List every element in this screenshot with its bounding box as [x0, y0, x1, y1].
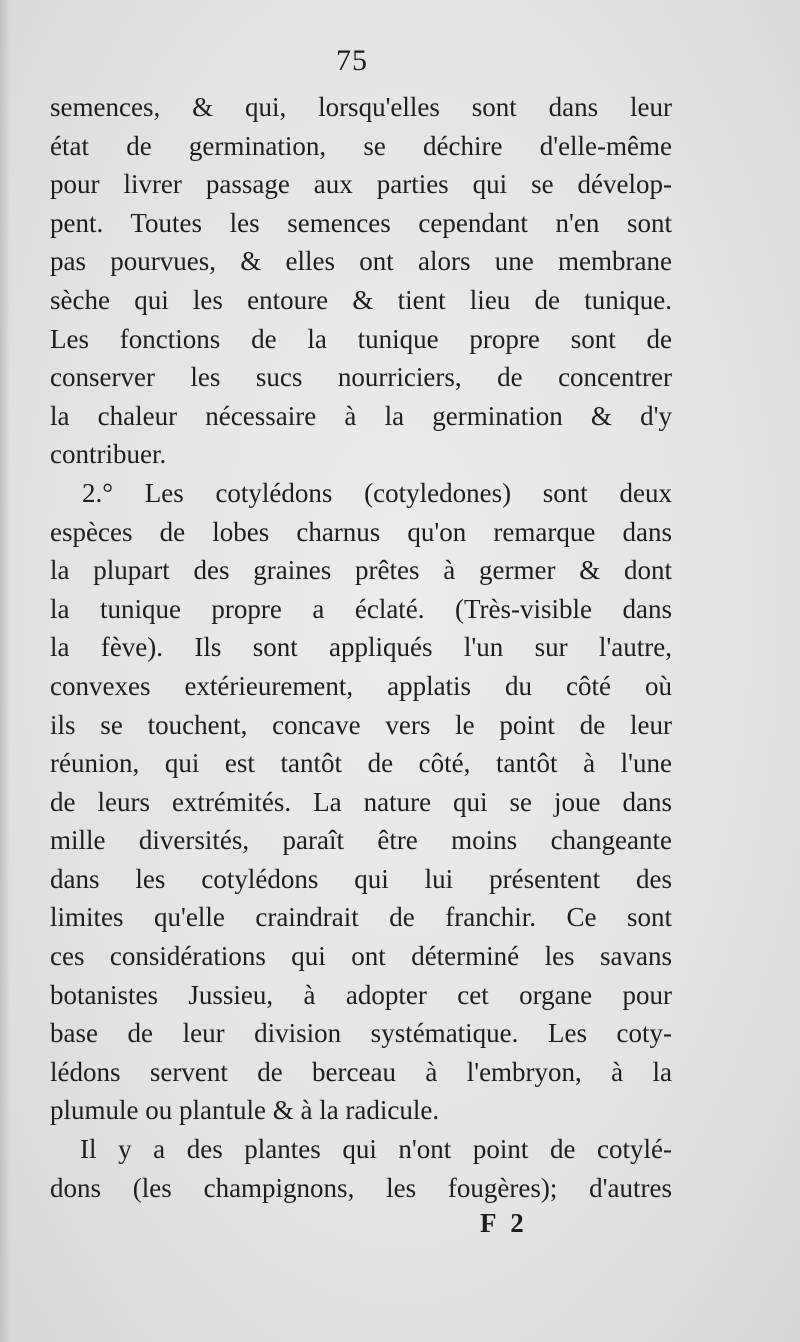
text-line: réunion, qui est tantôt de côté, tantôt à l'une	[50, 748, 672, 779]
text-line: espèces de lobes charnus qu'on remarque dans	[50, 516, 672, 547]
text-line: botanistes Jussieu, à adopter cet organe pour	[50, 979, 672, 1010]
paragraph-start-line: Il y a des plantes qui n'ont point de cotylé-	[80, 1134, 672, 1165]
text-line: pent. Toutes les semences cependant n'en sont	[50, 207, 672, 238]
text-line: Les fonctions de la tunique propre sont de	[50, 323, 672, 354]
text-line: la plupart des graines prêtes à germer & dont	[50, 555, 672, 586]
text-line: sèche qui les entoure & tient lieu de tunique.	[50, 284, 672, 315]
body-text	[50, 88, 672, 1207]
text-line: lédons servent de berceau à l'embryon, à la	[50, 1056, 672, 1087]
text-line: conserver les sucs nourriciers, de concentrer	[50, 362, 672, 393]
text-line: de leurs extrémités. La nature qui se joue dans	[50, 786, 672, 817]
text-line: pour livrer passage aux parties qui se dévelop-	[50, 169, 672, 200]
text-line: ces considérations qui ont déterminé les savans	[50, 941, 672, 972]
text-line: la chaleur nécessaire à la germination & d'y	[50, 400, 672, 431]
text-line: convexes extérieurement, applatis du côté où	[50, 670, 672, 701]
signature-mark: F 2	[480, 1208, 528, 1238]
paragraph-start-line: 2.° Les cotylédons (cotyledones) sont deux	[82, 477, 672, 508]
text-line: la tunique propre a éclaté. (Très-visible dans	[50, 593, 672, 624]
page-number: 75	[336, 44, 368, 77]
text-line: semences, & qui, lorsqu'elles sont dans leur	[50, 92, 672, 122]
text-line: pas pourvues, & elles ont alors une membrane	[50, 246, 672, 277]
text-line: dans les cotylédons qui lui présentent des	[50, 863, 672, 894]
text-line: plumule ou plantule & à la radicule.	[50, 1095, 440, 1126]
text-line: ils se touchent, concave vers le point de leur	[50, 709, 672, 740]
text-line: base de leur division systématique. Les coty-	[50, 1018, 672, 1049]
text-line: la fève). Ils sont appliqués l'un sur l'autre,	[50, 632, 672, 663]
text-line: dons (les champignons, les fougères); d'autres	[50, 1172, 672, 1203]
text-line: limites qu'elle craindrait de franchir. Ce sont	[50, 902, 672, 933]
text-line: mille diversités, paraît être moins changeante	[50, 825, 672, 856]
text-line: état de germination, se déchire d'elle-même	[50, 130, 672, 161]
text-line: contribuer.	[50, 439, 167, 470]
